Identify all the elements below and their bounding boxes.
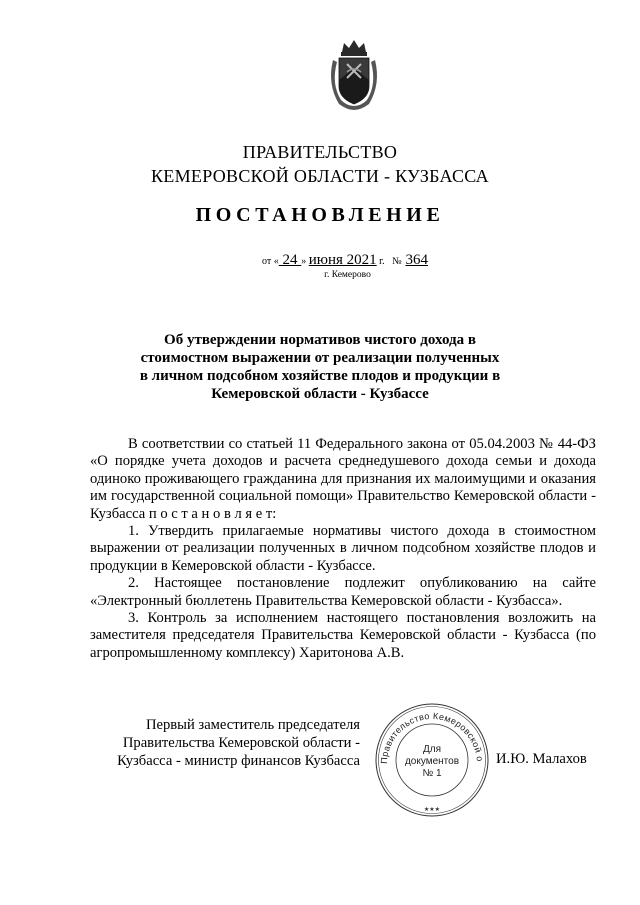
subject-line: стоимостном выражении от реализации полученных: [140, 350, 500, 366]
signatory-position-line: Первый заместитель председателя: [145, 717, 360, 733]
document-number: 364: [405, 252, 428, 268]
body-paragraph: 3. Контроль за исполнением настоящего постановления возложить на заместителя председателя Правительства Кемеровской области - Кузбасса (по агропромышленному комплексу) Харитонова А.В.: [90, 610, 596, 661]
seal-center-line: Для: [422, 744, 442, 755]
official-seal: [370, 700, 494, 818]
body-paragraph: 1. Утвердить прилагаемые нормативы чистого дохода в стоимостном выражении от реализации полученных в личном подсобном хозяйстве плодов и продукции в Кемеровской области - Кузбассе.: [90, 523, 596, 574]
signatory-position-line: Правительства Кемеровской области -: [122, 735, 360, 751]
date-year-suffix: г.: [376, 256, 385, 267]
kemerovo-coat-of-arms-icon: [325, 38, 383, 112]
signatory-name: И.Ю. Малахов: [496, 751, 587, 767]
seal-stars: ★★★: [423, 806, 441, 813]
date-number-line: [262, 252, 428, 269]
government-title-line1: ПРАВИТЕЛЬСТВО: [242, 142, 398, 162]
date-day: 24: [278, 252, 302, 268]
date-prefix: от «: [262, 256, 279, 267]
date-month-year: июня 2021: [308, 252, 377, 268]
seal-center-line: документов: [404, 756, 460, 767]
document-subject: [110, 331, 530, 403]
body-paragraph: 2. Настоящее постановление подлежит опубликованию на сайте «Электронный бюллетень Правительства Кемеровской области - Кузбасса».: [90, 575, 596, 609]
document-body: [90, 436, 596, 662]
body-paragraph: В соответствии со статьей 11 Федерального закона от 05.04.2003 № 44-ФЗ «О порядке учета доходов и расчета среднедушевого дохода семьи и дохода одиноко проживающего гражданина для признания их малоимущими и оказания им государственной социальной помощи» Правительство Кемеровской области - Кузбасса п о с т а н о в л я е т:: [90, 436, 596, 522]
date-mid: »: [301, 256, 309, 267]
city-label: г. Кемерово: [324, 270, 371, 280]
document-type-title: ПОСТАНОВЛЕНИЕ: [195, 204, 445, 226]
number-sign: №: [392, 256, 402, 267]
signatory-position-line: Кузбасса - министр финансов Кузбасса: [117, 753, 360, 769]
seal-ring-text: Правительство Кемеровской о: [378, 710, 485, 765]
government-title-line2: КЕМЕРОВСКОЙ ОБЛАСТИ - КУЗБАССА: [151, 166, 489, 186]
subject-line: Об утверждении нормативов чистого дохода в: [164, 332, 476, 348]
subject-line: в личном подсобном хозяйстве плодов и продукции в: [139, 368, 501, 384]
seal-center-line: № 1: [422, 768, 442, 779]
signatory-position: [88, 716, 360, 770]
subject-line: Кемеровской области - Кузбассе: [211, 386, 429, 402]
